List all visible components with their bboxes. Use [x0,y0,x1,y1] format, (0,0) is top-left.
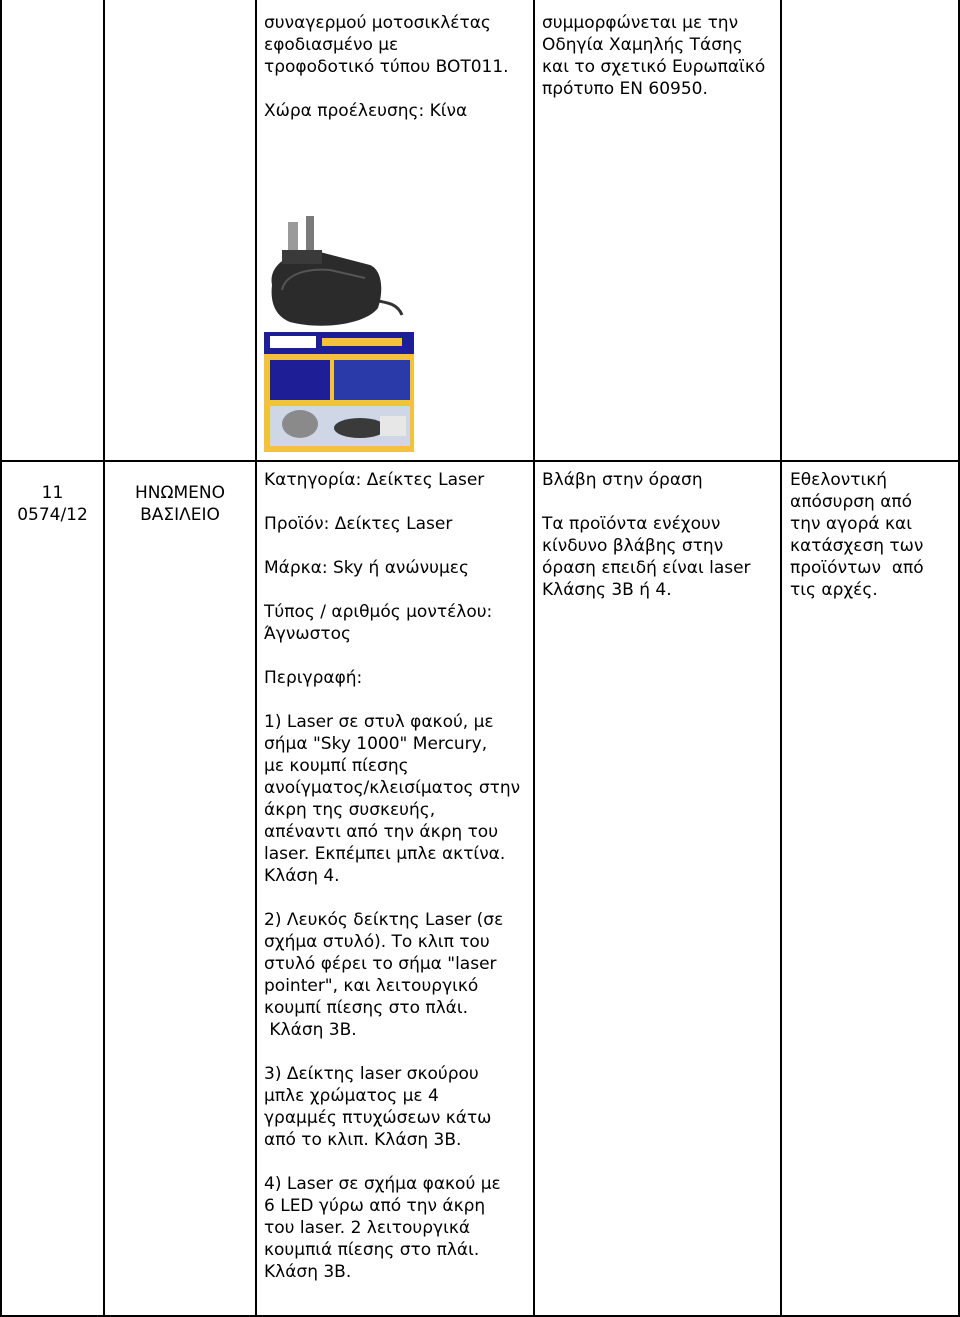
risk-line: κίνδυνο βλάβης στην [542,536,724,556]
measures-cell [790,469,958,601]
risk-line: συμμορφώνεται με την [542,13,739,33]
item-line: Κλάση 3B. [264,1020,357,1040]
row-number: 11 [41,483,64,503]
risk-line: Κλάσης 3B ή 4. [542,580,672,600]
product-photo [260,210,420,455]
item-line: με κουμπί πίεσης [264,756,409,776]
row-divider [0,460,960,462]
measures-line: προϊόντων από [790,558,924,578]
item-line: γραμμές πτυχώσεων κάτω [264,1108,492,1128]
item-line: 4) Laser σε σχήμα φακού με [264,1174,501,1194]
model-line: Άγνωστος [264,624,351,644]
risk-line: όραση επειδή είναι laser [542,558,751,578]
category: Κατηγορία: Δείκτες Laser [264,470,485,490]
measures-line: τις αρχές. [790,580,878,600]
reference-number: 0574/12 [17,505,88,525]
column-divider-2 [255,0,257,1317]
item-line: Κλάση 3B. [264,1262,352,1282]
product-line: εφοδιασμένο με [264,35,399,55]
risk-cell [542,469,778,601]
item-line: κουμπί πίεσης στο πλάι. [264,998,469,1018]
risk-line: Τα προϊόντα ενέχουν [542,514,721,534]
origin-label: Χώρα προέλευσης: Κίνα [264,101,468,121]
country-cell [105,482,255,526]
item-line: pointer", και λειτουργικό [264,976,479,996]
item-line: άκρη της συσκευής, [264,800,436,820]
item-line: 1) Laser σε στυλ φακού, με [264,712,494,732]
product-name: Προϊόν: Δείκτες Laser [264,514,453,534]
risk-line: πρότυπο EN 60950. [542,79,708,99]
product-line: συναγερμού μοτοσικλέτας [264,13,491,33]
item-line: από το κλιπ. Κλάση 3B. [264,1130,462,1150]
measures-line: την αγορά και [790,514,912,534]
item-line: στυλό φέρει το σήμα "laser [264,954,497,974]
item-line: Κλάση 4. [264,866,340,886]
item-line: 2) Λευκός δείκτης Laser (σε [264,910,504,930]
item-line: 3) Δείκτης laser σκούρου [264,1064,479,1084]
item-line: του laser. 2 λειτουργικά [264,1218,471,1238]
measures-line: κατάσχεση των [790,536,924,556]
brand: Μάρκα: Sky ή ανώνυμες [264,558,469,578]
column-divider-4 [780,0,782,1317]
item-line: σήμα "Sky 1000" Mercury, [264,734,488,754]
measures-line: απόσυρση από [790,492,913,512]
item-line: κουμπιά πίεσης στο πλάι. [264,1240,480,1260]
column-divider-3 [533,0,535,1317]
item-line: απέναντι από την άκρη του [264,822,499,842]
table-border-left [0,0,2,1317]
item-line: 6 LED γύρω από την άκρη [264,1196,486,1216]
measures-line: Εθελοντική [790,470,888,490]
column-divider-1 [103,0,105,1317]
notification-number-cell [2,482,103,526]
country-line: ΒΑΣΙΛΕΙΟ [140,505,220,525]
item-line: σχήμα στυλό). Το κλιπ του [264,932,490,952]
item-line: ανοίγματος/κλεισίματος στην [264,778,521,798]
item-line: μπλε χρώματος με 4 [264,1086,439,1106]
risk-line: Οδηγία Χαμηλής Τάσης [542,35,743,55]
risk-title: Βλάβη στην όραση [542,470,703,490]
item-line: laser. Εκπέμπει μπλε ακτίνα. [264,844,506,864]
top-row-risk-cell [542,12,778,100]
risk-line: και το σχετικό Ευρωπαϊκό [542,57,766,77]
description-label: Περιγραφή: [264,668,363,688]
model-line: Τύπος / αριθμός μοντέλου: [264,602,493,622]
country-line: ΗΝΩΜΕΝΟ [135,483,225,503]
product-cell [264,469,532,1283]
top-row-product-cell [264,12,529,122]
product-line: τροφοδοτικό τύπου BOT011. [264,57,509,77]
